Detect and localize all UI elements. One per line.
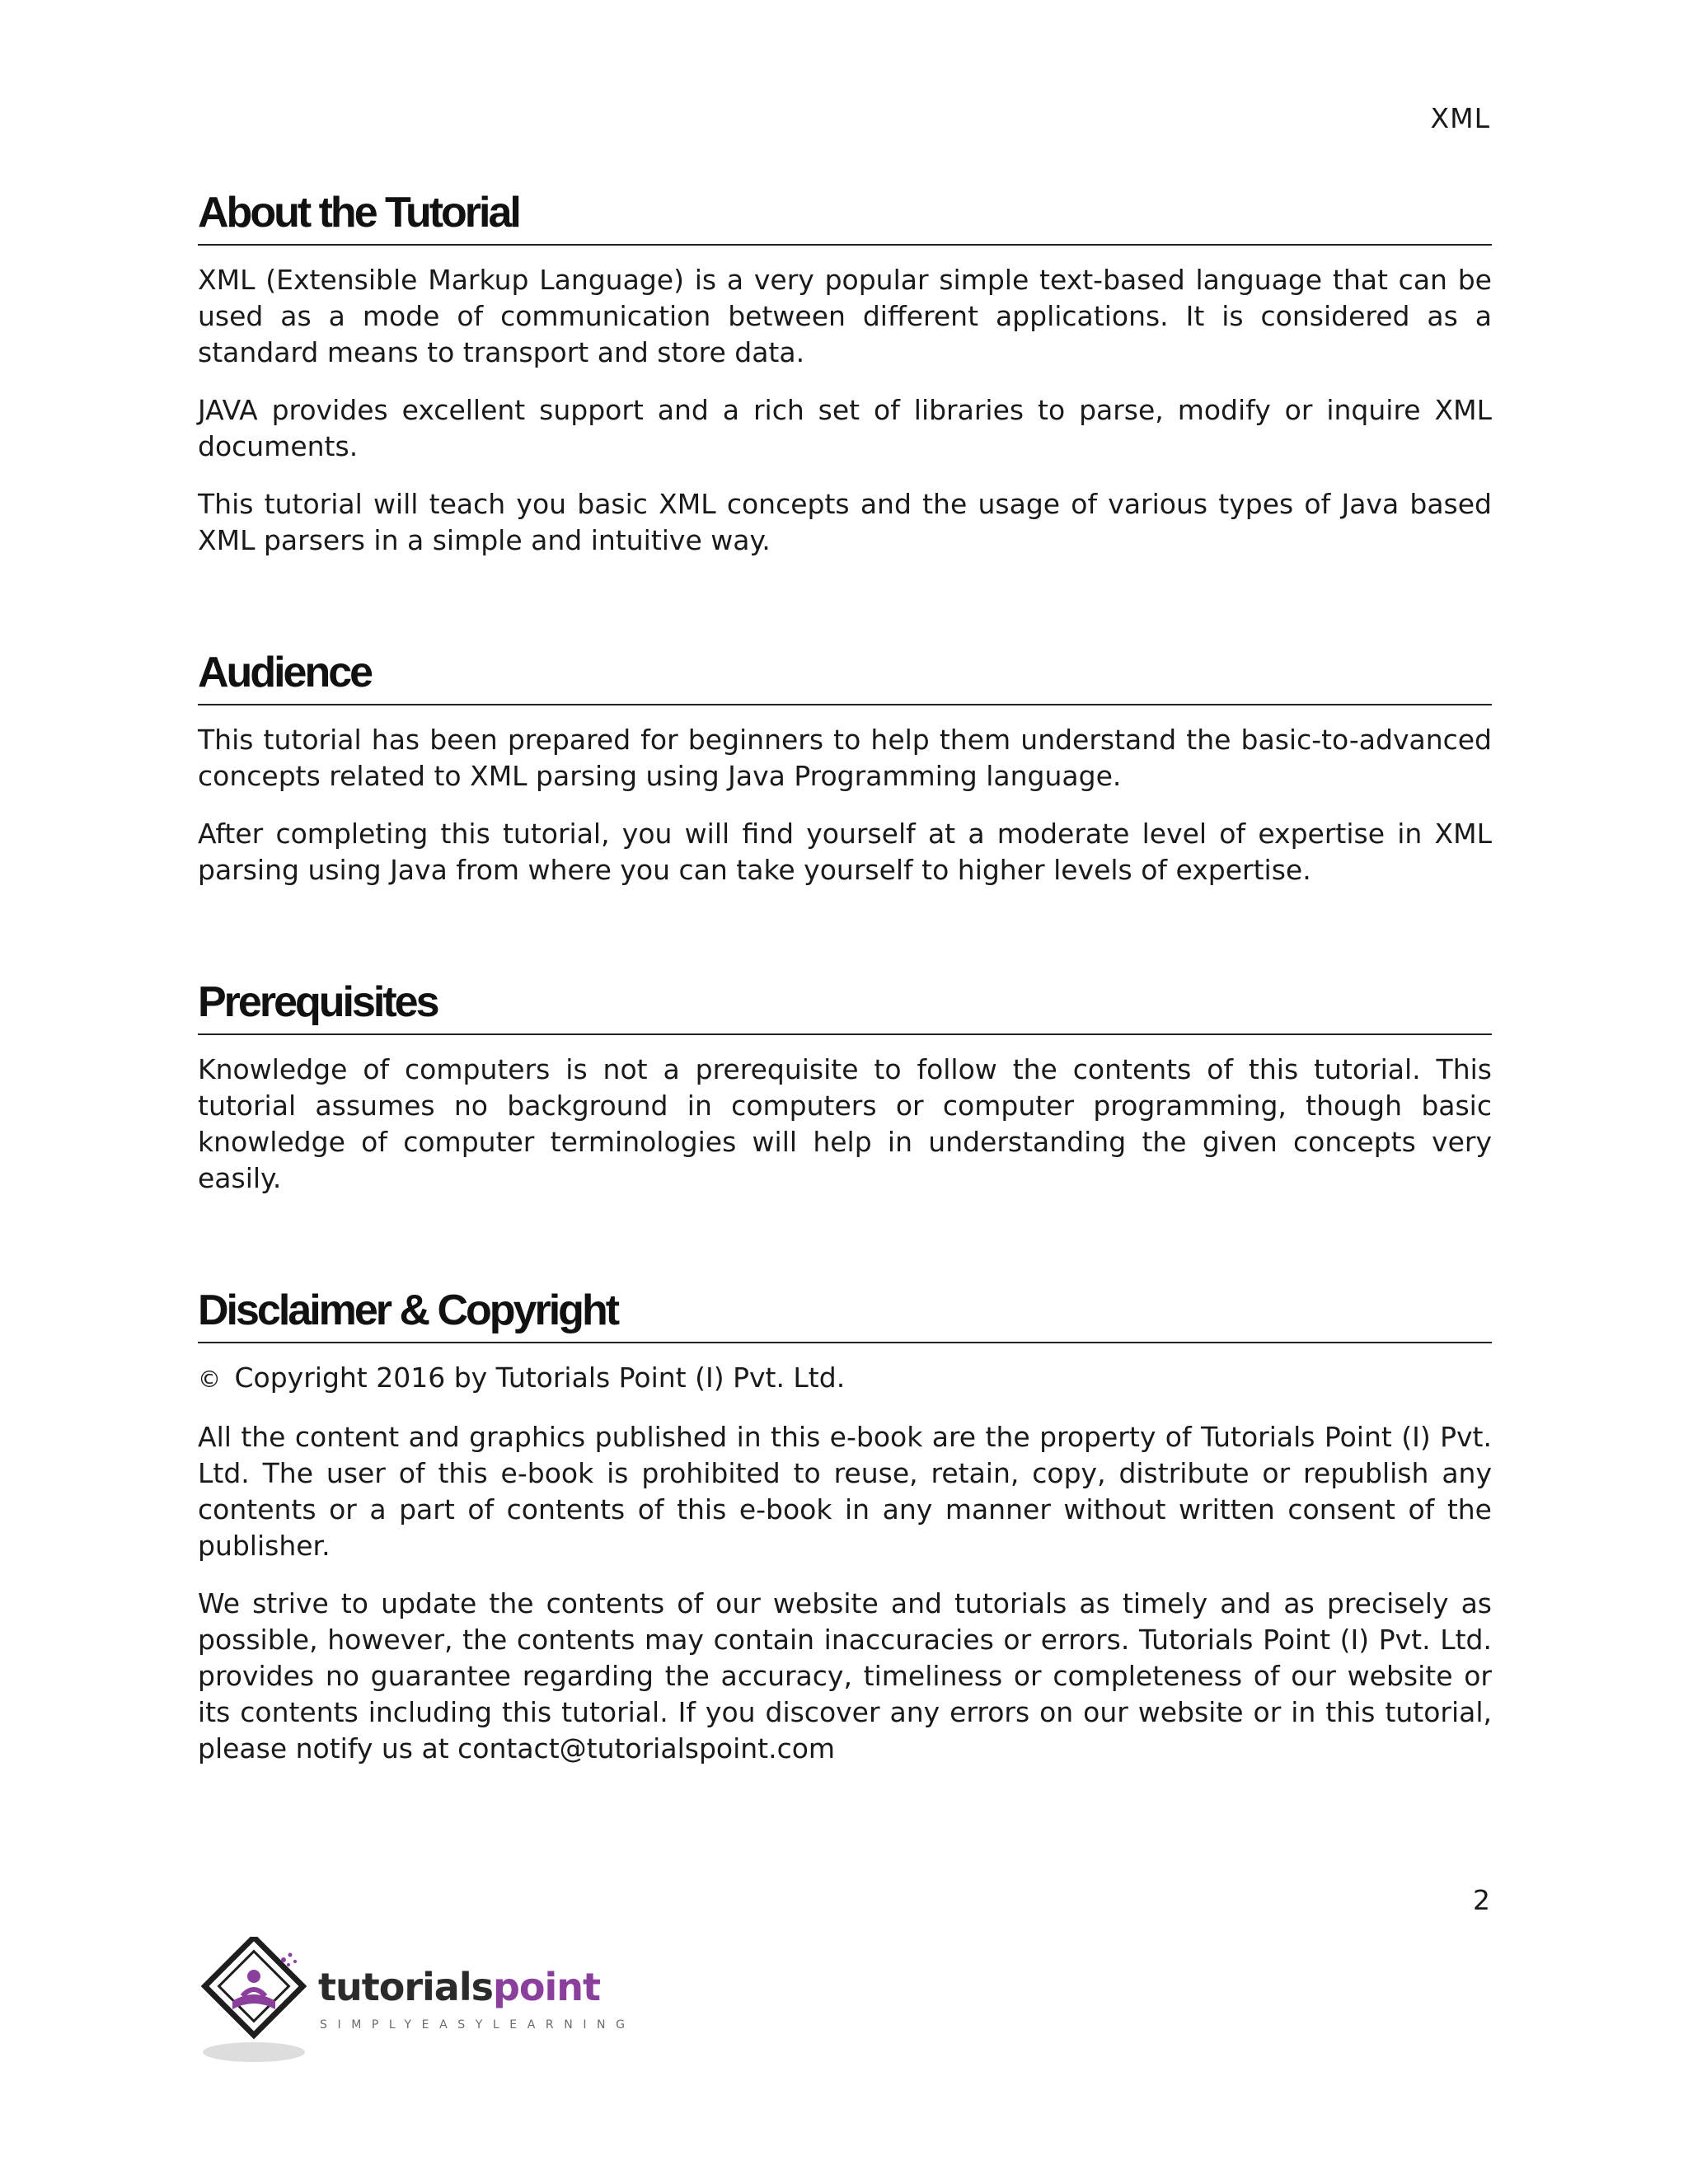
page-number: 2 bbox=[1473, 1884, 1490, 1916]
paragraph: Knowledge of computers is not a prerequisite to follow the contents of this tutorial. This tutorial assumes no background in computers or computer programming, though basic knowledge of computer terminologies will help in understanding the given concepts very easily. bbox=[198, 1053, 1492, 1194]
paragraph: All the content and graphics published in this e-book are the property of Tutorials Point (I) Pvt. Ltd. The user of this e-book is prohibited to reuse, retain, copy, distribute or republish any contents or a part of contents of this e-book in any manner without written consent of the publisher. bbox=[198, 1421, 1492, 1562]
logo-wordmark-tutorials: tutorials bbox=[318, 1965, 493, 2009]
copyright-text: Copyright 2016 by Tutorials Point (I) Pvt. Ltd. bbox=[234, 1361, 846, 1394]
section-disclaimer-copyright bbox=[198, 1286, 1492, 1767]
logo-wordmark-point: point bbox=[492, 1965, 601, 2009]
copyright-icon: © bbox=[198, 1366, 221, 1393]
paragraph: JAVA provides excellent support and a rich set of libraries to parse, modify or inquire XML documents. bbox=[198, 394, 1492, 462]
paragraph: This tutorial has been prepared for beginners to help them understand the basic-to-advanced concepts related to XML parsing using Java Programming language. bbox=[198, 724, 1492, 792]
page-content bbox=[198, 191, 1492, 1788]
logo-tagline: SIMPLYEASYLEARNING bbox=[320, 2018, 635, 2032]
section-title: Prerequisites bbox=[198, 981, 1492, 1035]
section-title: Disclaimer & Copyright bbox=[198, 1289, 1492, 1343]
paragraph: After completing this tutorial, you will find yourself at a moderate level of expertise in XML parsing using Java from where you can take yourself to higher levels of expertise. bbox=[198, 818, 1492, 886]
logo-wordmark bbox=[318, 1965, 601, 2009]
paragraph: This tutorial will teach you basic XML concepts and the usage of various types of Java based XML parsers in a simple and intuitive way. bbox=[198, 488, 1492, 556]
paragraph: XML (Extensible Markup Language) is a very popular simple text-based language that can be used as a mode of communication between different applications. It is considered as a standard means to transport and store data. bbox=[198, 264, 1492, 368]
paragraph: We strive to update the contents of our website and tutorials as timely and as precisely as possible, however, the contents may contain inaccuracies or errors. Tutorials Point (I) Pvt. Ltd. provides no guarantee regarding the accuracy, timeliness or completeness of our website or its contents including this tutorial. If you discover any errors on our website or in this tutorial, please notify us at contact@tutorialspoint.com bbox=[198, 1587, 1492, 1765]
section-about-the-tutorial bbox=[198, 191, 1492, 559]
copyright-line bbox=[198, 1360, 1492, 1398]
section-audience bbox=[198, 651, 1492, 888]
logo-diamond-icon bbox=[196, 1937, 328, 2069]
section-title: Audience bbox=[198, 651, 1492, 705]
running-header: XML bbox=[1430, 102, 1490, 134]
section-prerequisites bbox=[198, 978, 1492, 1197]
section-title: About the Tutorial bbox=[198, 191, 1492, 246]
tutorialspoint-logo bbox=[196, 1937, 635, 2069]
